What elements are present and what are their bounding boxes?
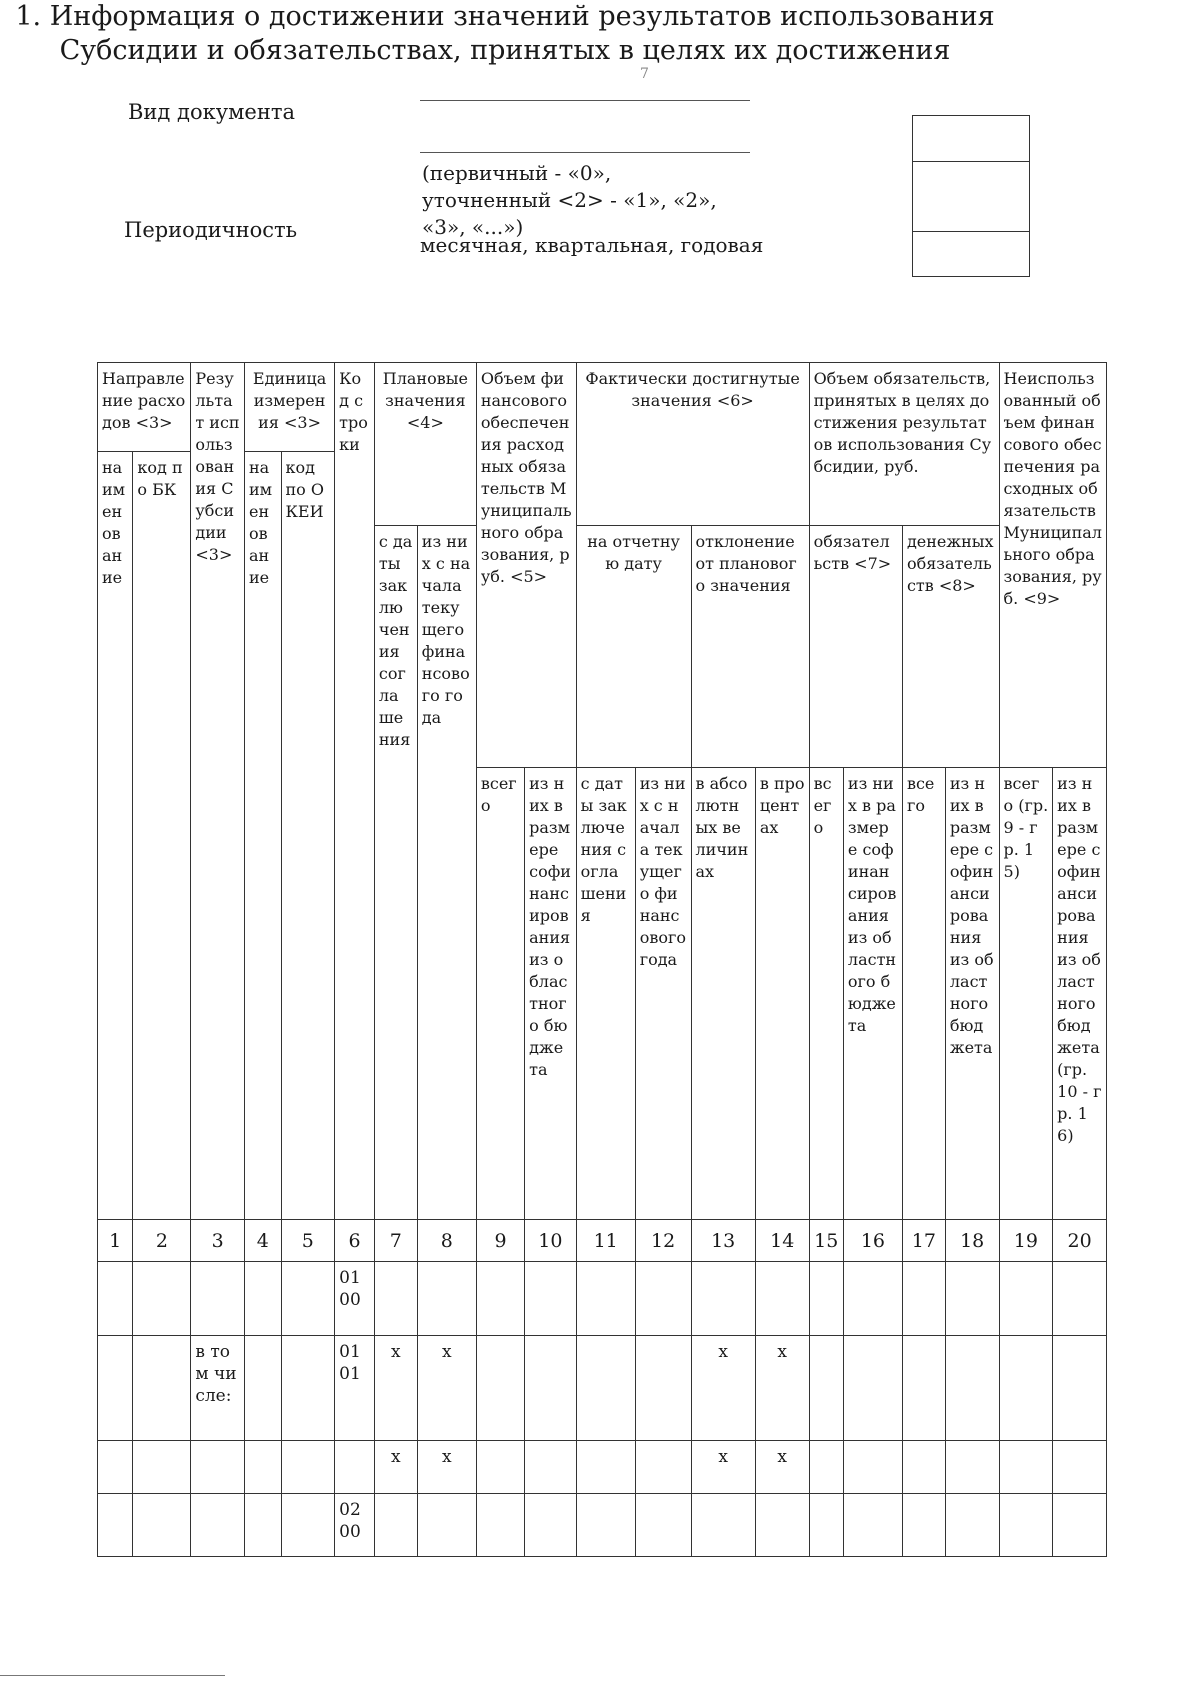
col-number: 20 (1053, 1220, 1107, 1262)
code-box (912, 115, 1030, 277)
row-cell-7: x (374, 1336, 417, 1441)
col-number: 4 (245, 1220, 281, 1262)
doc-type-hint: (первичный - «0», уточненный <2> - «1», «2», «3», «...») (422, 161, 717, 239)
row-cell-7 (374, 1493, 417, 1556)
hdr-col-12: из них с начала текущего финансового года (635, 767, 691, 1219)
hdr-obyaz-b: денежных обязательств <8> (902, 526, 999, 768)
hdr-col-20: из них в размере софинансирования из областного бюджета (гр. 10 - гр. 16) (1053, 767, 1107, 1219)
col-number: 11 (576, 1220, 635, 1262)
col-number: 7 (374, 1220, 417, 1262)
hdr-na-datu: на отчетную дату (576, 526, 691, 768)
table-row (98, 1336, 1107, 1441)
col-number: 14 (755, 1220, 809, 1262)
hdr-edinica: Единица измерения <3> (245, 363, 335, 452)
hdr-col-15: всего (809, 767, 843, 1219)
results-table (97, 362, 1107, 1557)
col-number: 17 (902, 1220, 945, 1262)
col-number: 3 (191, 1220, 245, 1262)
hdr-naimenovanie-1: наименование (98, 452, 133, 1220)
section-title: 1. Информация о достижении значений результатов использования Субсидии и обязательствах, принятых в целях их достижения (15, 1, 995, 66)
hdr-neisp: Неиспользованный объем финансового обеспечения расходных обязательств Муниципального образования, руб. <9> (999, 363, 1106, 768)
col-number: 16 (843, 1220, 902, 1262)
col-number: 19 (999, 1220, 1053, 1262)
col-number: 9 (476, 1220, 524, 1262)
row-cell-8: x (417, 1336, 476, 1441)
row-result-cell (191, 1441, 245, 1494)
row-code-cell: 01 01 (335, 1336, 375, 1441)
col-number: 13 (691, 1220, 755, 1262)
col-number: 2 (133, 1220, 191, 1262)
row-cell-8 (417, 1262, 476, 1336)
hdr-kod-bk: код по БК (133, 452, 191, 1220)
hdr-col-9: всего (476, 767, 524, 1219)
row-cell-14: x (755, 1441, 809, 1494)
table-row (98, 1441, 1107, 1494)
hdr-col-18: из них в размере софинансирования из областного бюджета (945, 767, 999, 1219)
hdr-fakt: Фактически достигнутые значения <6> (576, 363, 809, 526)
hdr-otklonenie: отклонение от планового значения (691, 526, 809, 768)
row-code-cell (335, 1441, 375, 1494)
hdr-col-16: из них в размере софинансирования из областного бюджета (843, 767, 902, 1219)
hdr-obyaz-a: обязательств <7> (809, 526, 902, 768)
row-cell-14 (755, 1262, 809, 1336)
hdr-plan: Плановые значения <4> (374, 363, 476, 526)
hdr-col-11: с даты заключения соглашения (576, 767, 635, 1219)
row-result-cell: в том числе: (191, 1336, 245, 1441)
col-number: 12 (635, 1220, 691, 1262)
row-cell-7: x (374, 1441, 417, 1494)
row-cell-7 (374, 1262, 417, 1336)
row-cell-13: x (691, 1336, 755, 1441)
row-result-cell (191, 1262, 245, 1336)
code-box-cell-1 (913, 116, 1029, 162)
col-number: 5 (281, 1220, 335, 1262)
col-number: 15 (809, 1220, 843, 1262)
hdr-col-19: всего (гр. 9 - гр. 15) (999, 767, 1053, 1219)
code-box-cell-2 (913, 162, 1029, 232)
hdr-col-17: всего (902, 767, 945, 1219)
row-cell-13 (691, 1493, 755, 1556)
col-number: 8 (417, 1220, 476, 1262)
page-number-mark: 7 (640, 66, 649, 82)
row-cell-13 (691, 1262, 755, 1336)
col-number: 6 (335, 1220, 375, 1262)
code-box-cell-3 (913, 232, 1029, 275)
row-cell-8: x (417, 1441, 476, 1494)
hdr-plan-a: с даты заключения соглашения (374, 526, 417, 1220)
doc-type-label: Вид документа (128, 100, 295, 124)
row-cell-8 (417, 1493, 476, 1556)
row-code-cell: 02 00 (335, 1493, 375, 1556)
doc-type-line-2 (420, 152, 750, 153)
hdr-rezultat: Результат использования Субсидии <3> (191, 363, 245, 1220)
hdr-plan-b: из них с начала текущего финансового года (417, 526, 476, 1220)
doc-type-line-1 (420, 100, 750, 101)
row-cell-14: x (755, 1336, 809, 1441)
hdr-napravlenie: Направление расходов <3> (98, 363, 191, 452)
hdr-col-13: в абсолютных величинах (691, 767, 755, 1219)
col-number: 1 (98, 1220, 133, 1262)
hdr-kod-stroki: Код строки (335, 363, 375, 1220)
row-cell-14 (755, 1493, 809, 1556)
row-cell-13: x (691, 1441, 755, 1494)
bottom-scan-line (0, 1675, 225, 1676)
row-code-cell: 01 00 (335, 1262, 375, 1336)
hdr-obem: Объем финансового обеспечения расходных обязательств Муниципального образования, руб. <5> (476, 363, 576, 768)
col-number: 10 (525, 1220, 577, 1262)
table-row (98, 1493, 1107, 1556)
periodicity-value: месячная, квартальная, годовая (420, 233, 764, 257)
row-result-cell (191, 1493, 245, 1556)
hdr-naimenovanie-2: наименование (245, 452, 281, 1220)
hdr-col-14: в процентах (755, 767, 809, 1219)
periodicity-label: Периодичность (124, 218, 298, 242)
hdr-col-10: из них в размере софинансирования из областного бюджета (525, 767, 577, 1219)
hdr-obyaz: Объем обязательств, принятых в целях достижения результатов использования Субсидии, руб. (809, 363, 999, 526)
table-row (98, 1262, 1107, 1336)
hdr-kod-okei: код по ОКЕИ (281, 452, 335, 1220)
col-number: 18 (945, 1220, 999, 1262)
